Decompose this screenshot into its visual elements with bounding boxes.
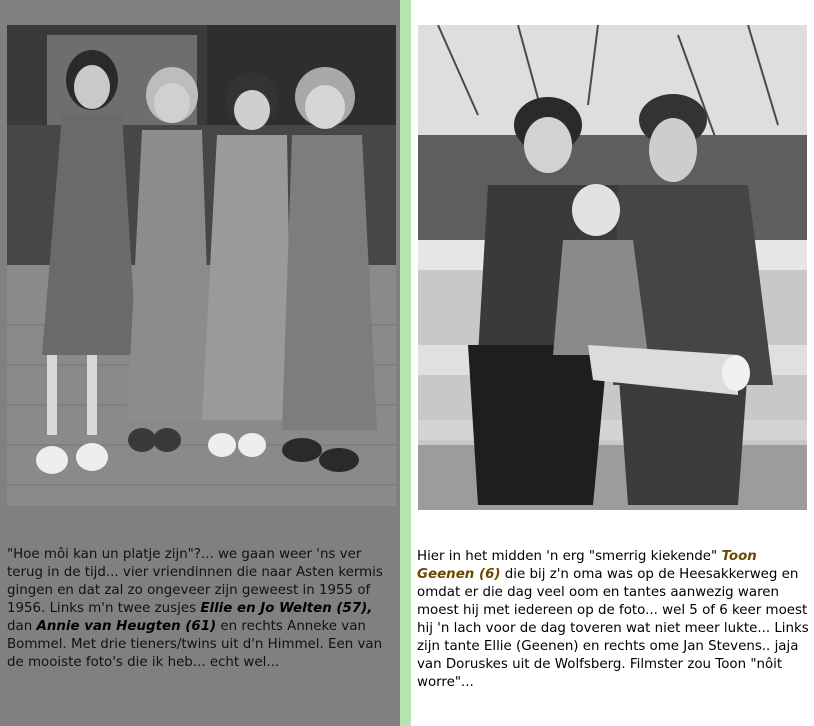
panel-divider [400, 0, 411, 726]
caption-text: en rechts Anneke van Bommel. Met drie tieners/twins uit d'n Himmel. Een van de mooiste foto's die ik heb... echt wel... [7, 619, 383, 670]
caption-name: Toon Geenen (6) [417, 549, 757, 582]
caption-text: die bij z'n oma was op de Heesakkerweg en omdat er die dag veel oom en tantes aanwezig waren moest hij met iedereen op de foto... wel 5 of 6 keer moest hij 'n lach voor de dag toveren wat niet meer lukte... Links zijn tante Ellie (Geenen) en rechts ome Jan Stevens.. jaja van Doruskes uit de Wolfsberg. Filmster zou Toon "nôit worre"... [417, 567, 809, 690]
left-panel [0, 0, 400, 726]
photo-family-bench [418, 25, 807, 510]
caption-text: Hier in het midden 'n erg "smerrig kiekende" [417, 549, 722, 564]
photo-four-friends [7, 25, 396, 506]
caption-name: Ellie en Jo Welten (57), [200, 601, 373, 616]
caption-name: Annie van Heugten (61) [36, 619, 217, 634]
right-caption [417, 548, 809, 692]
right-panel [411, 0, 814, 726]
left-caption [7, 546, 391, 672]
caption-text: "Hoe môi kan un platje zijn"?... we gaan weer 'ns ver terug in de tijd... vier vriendinnen die naar Asten kermis gingen en dat zal zo ongeveer zijn geweest in 1955 of 1956. Links m'n twee zusjes [7, 547, 383, 616]
caption-text: dan [7, 619, 37, 634]
